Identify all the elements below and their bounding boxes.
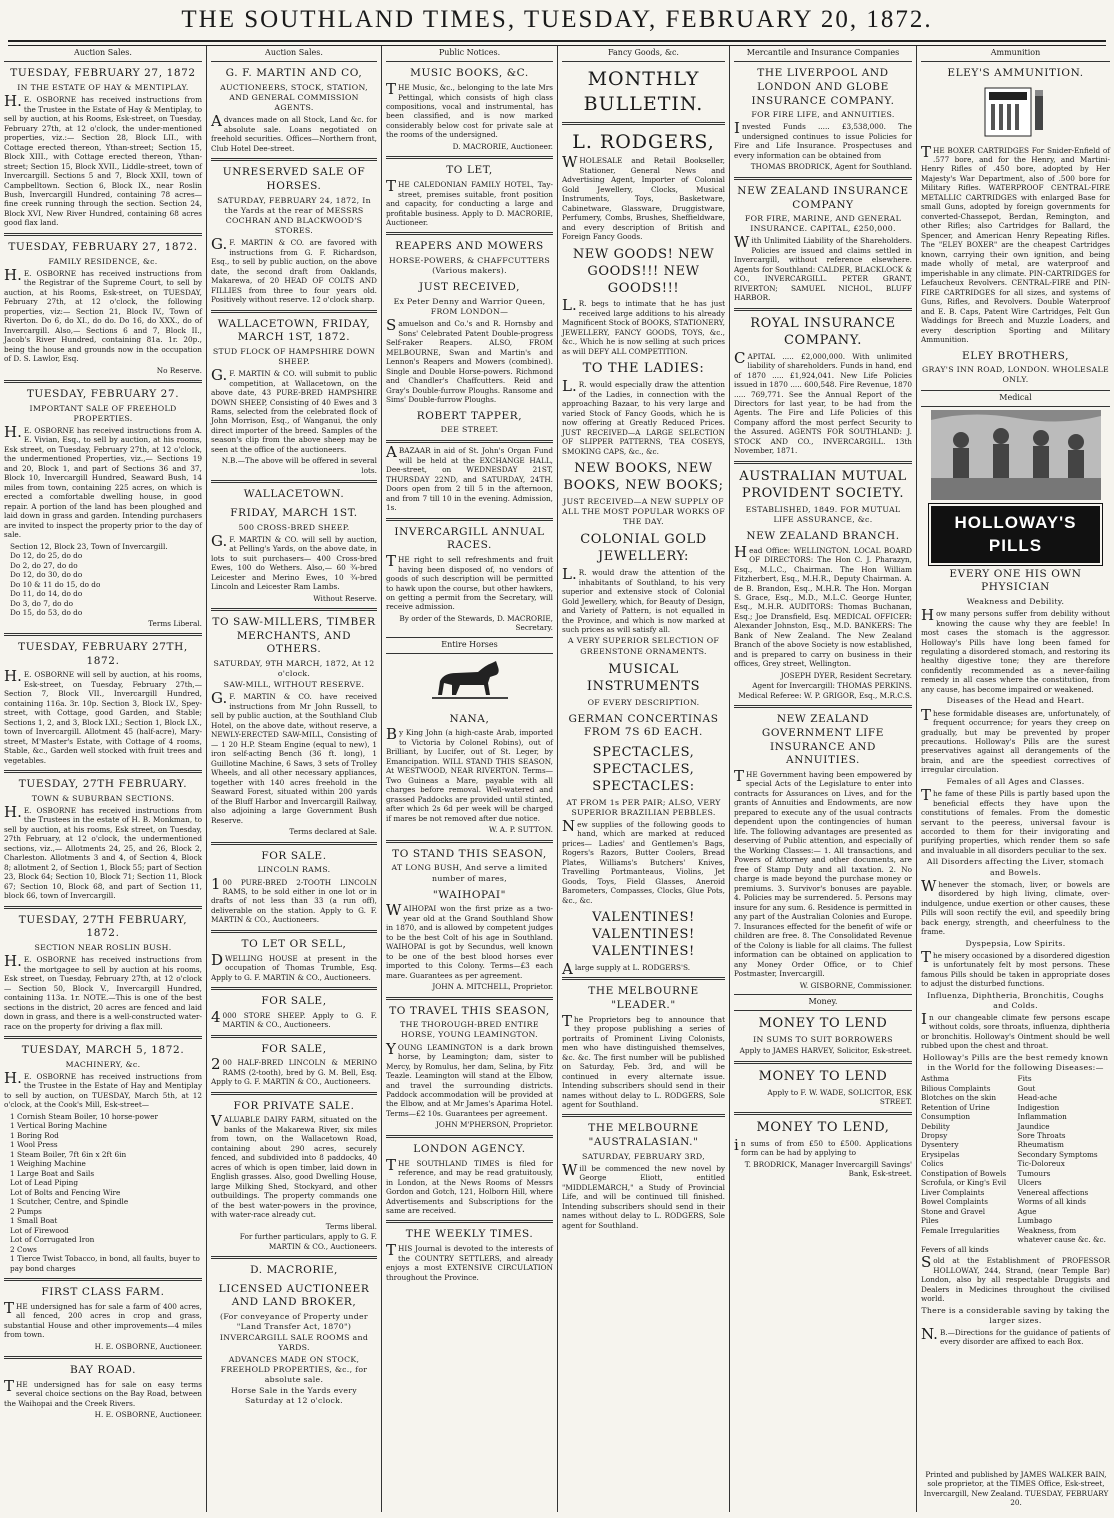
list-item: Lot of Lead Piping bbox=[10, 1178, 79, 1188]
list-item: Worms of all kinds bbox=[1017, 1197, 1086, 1207]
ad-subheading: AT LONG BUSH, And serve a limited number of mares, bbox=[391, 863, 548, 883]
ad-heading: TUESDAY, FEBRUARY 27, 1872. bbox=[8, 240, 198, 253]
list-item: Venereal affections bbox=[1017, 1187, 1089, 1197]
ad-body: Invested Funds ..... £3,538,000. The undersigned continues to issue Policies for Fire and Life Insurance. Prospectuses and every information can be obtained from bbox=[734, 119, 912, 160]
ad-heading: FIRST CLASS FARM. bbox=[41, 1286, 165, 1299]
item-list bbox=[4, 1112, 202, 1273]
ad-body: L.R. would especially draw the attention of the Ladies, in connection with the approaching Bazaar, to his very large and varied Stock of Fancy Goods, which he is now offering at Greatly Reduced Prices. JUST RECEIVED—A LARGE SELECTION OF SLIPPER PATTERNS, TEA COSEYS, SMOKING CAPS, &c., &c. bbox=[562, 377, 725, 456]
ad-heading: LONDON AGENCY. bbox=[413, 1142, 526, 1155]
newspaper-title: THE SOUTHLAND TIMES, TUESDAY, FEBRUARY 20, 1872. bbox=[181, 6, 933, 33]
list-item: Blotches on the skin bbox=[921, 1093, 997, 1103]
ad-heading-large: MONTHLY BULLETIN. bbox=[583, 68, 704, 116]
separator-rule bbox=[211, 158, 377, 161]
ad-heading-large: L. RODGERS, bbox=[572, 130, 715, 153]
separator-rule bbox=[562, 977, 725, 980]
separator-rule bbox=[386, 518, 553, 521]
ad-body: CAPITAL ..... £2,000,000. With unlimited liability of shareholders. Funds in hand, end of 1870 ..... £1,924,041. New Life Policies issued in 1870 ..... 600,548. Fire Revenue, 1870 ..... 769,771. See the Annual Report of the Directors for last year, to be had from the Agents. The Fire and Life Policies of this Company afford the most perfect Security to the Assured. AGENTS FOR SOUTHLAND: J. STOCK AND CO., INVERCARGILL. 13th November, 1871. bbox=[734, 348, 912, 456]
ad-subheading: Females of all Ages and Classes. bbox=[946, 776, 1085, 786]
ad-body: WHOLESALE and Retail Bookseller, Stationer, General News and Advertising Agent, Importer of Colonial Gold Jewellery, Clocks, Musical Instruments, Toys, Basketware, Cabinetware, Glassware, Druggistware, Perfumery, Combs, Brushes, Sheffieldware, and every description of British and Foreign Fancy Goods. bbox=[562, 153, 725, 242]
ad-signature: No Reserve. bbox=[156, 365, 202, 375]
list-item: Colics bbox=[921, 1159, 944, 1169]
ad-subheading: LINCOLN RAMS. bbox=[257, 865, 331, 875]
ad-subheading: DEE STREET. bbox=[440, 425, 499, 435]
ad-signature: JOSEPH DYER, Resident Secretary. bbox=[780, 670, 912, 680]
section-heading: Entire Horses bbox=[386, 637, 553, 654]
ad-heading: FRIDAY, MARCH 1ST. bbox=[230, 507, 358, 520]
ad-body: H.E. OSBORNE has received instructions from the Trustee in the Estate of Hay and Mentiplay to sell by auction, on TUESDAY, March 5th, at 12 o'clock, at the Cook's Mill, Esk-street— bbox=[4, 1068, 202, 1110]
ad-subheading: SATURDAY, 9TH MARCH, 1872, At 12 o'clock. bbox=[213, 659, 375, 679]
separator-rule bbox=[4, 1278, 202, 1281]
ad-body: WAIHOPAI won the first prize as a two-year old at the Grand Southland Show in 1870, and is allowed by competent judges to be the best Colt of his age in Southland. WAIHOPAI is got by Secundus, well known to be one of the best blood horses ever imported to this Colony. Terms—£3 each mare. Guarantees as per agreement. bbox=[386, 901, 553, 980]
list-item: Constipation of Bowels bbox=[921, 1168, 1007, 1178]
ad-body: How many persons suffer from debility without knowing the cause why they are feeble! In most cases the stomach is the aggressor. Holloway's Pills have long been famed for regulating a disordered stomach, and restoring its healthy digestive tone; they are therefore confidently recommended as a never-failing remedy in all cases where the constitution, from any cause, has become impaired or weakened. bbox=[921, 606, 1110, 694]
separator-rule bbox=[4, 1036, 202, 1039]
column-2 bbox=[206, 46, 381, 1512]
list-item: 1 Boring Rod bbox=[10, 1130, 59, 1140]
separator-rule bbox=[562, 122, 725, 125]
ad-body: New supplies of the following goods to hand, which are marked at reduced prices— Ladies' and Gentlemen's Bags, Rogers's Razors, Butter Coolers, Bread Plates, Williams's Butchers' Knives, Travelling Portmanteaus, Violins, Jet Goods, Toys, Field Glasses, Aneroid Barometers, Compasses, Clocks, Glue Pots, &c., &c. bbox=[562, 816, 725, 905]
ad-heading: TO LET OR SELL, bbox=[241, 937, 347, 950]
ad-heading: LICENSED AUCTIONEER AND LAND BROKER, bbox=[218, 1282, 370, 1309]
ad-signature: H. E. OSBORNE, Auctioneer. bbox=[94, 1410, 202, 1420]
separator-rule bbox=[211, 987, 377, 990]
ad-heading: FOR SALE, bbox=[261, 1042, 327, 1055]
separator-rule bbox=[4, 1356, 202, 1359]
separator-rule bbox=[734, 1112, 912, 1115]
ad-heading: TUESDAY, FEBRUARY 27TH, 1872. bbox=[18, 641, 188, 667]
ad-heading: NEW ZEALAND INSURANCE COMPANY bbox=[737, 184, 909, 211]
ad-body: THE BOXER CARTRIDGES For Snider-Enfield of .577 bore, and for the Henry, and Martini-Henry Rifles of .450 bore, adopted by Her Majesty's War Department, also of .500 bore for Military Rifles. WATERPROOF CENTRAL-FIRE METALLIC CARTRIDGES with enlarged Base for small Guns, adopted by foreign governments for converted-Chassepot, Berdan, Remington, and other Rifles; also Cartridges for Ballard, the Spencer, and American Henry Repeating Rifles. The "ELEY BOXER" are the cheapest Cartridges known, carrying their own ignition, and being made wholly of metal, are waterproof and imperishable in any climate. PIN-CARTRIDGES for Lefaucheux Revolvers. CENTRAL-FIRE and PIN-FIRE CARTRIDGES for all sizes, and systems of Guns, Rifles, and Revolvers. Double Waterproof and E. B. Caps, Patent Wire Cartridges, Felt Gun Waddings for Breech and Muzzle Loaders, and every description Sporting and Military Ammunition. bbox=[921, 142, 1110, 345]
ad-signature: Agent for Invercargill: THOMAS PERKINS. Medical Referee: W. P. GRIGOR, Esq., M.R.C.S. bbox=[738, 681, 912, 700]
ad-body: Sold at the Establishment of PROFESSOR HOLLOWAY, 244, Strand, (near Temple Bar) London, also by all respectable Druggists and Dealers in Medicines throughout the civilised world. bbox=[921, 1253, 1110, 1304]
ad-body: Samuelson and Co.'s and R. Hornsby and Sons' Celebrated Patent Double-progress Self-raker Reapers. ALSO, FROM MELBOURNE, Swan and Martin's and Lennon's Reapers and Mowers (combined). Single and Double Horse-powers. Richmond and Chandler's Chaffcutters. Reid and Gray's Double-furrow Ploughs. Ransome and Sims' Double-furrow Ploughs. bbox=[386, 316, 553, 405]
list-item: Tic-Doloreux bbox=[1017, 1159, 1065, 1169]
separator-rule bbox=[734, 177, 912, 180]
ad-heading: TUESDAY, 27TH FEBRUARY. bbox=[18, 778, 188, 791]
ad-heading: THE MELBOURNE "LEADER." bbox=[588, 985, 699, 1011]
list-item: Erysipelas bbox=[921, 1149, 960, 1159]
separator-rule bbox=[562, 1114, 725, 1117]
separator-rule bbox=[734, 1061, 912, 1064]
ad-heading: TO SAW-MILLERS, TIMBER MERCHANTS, AND OTHERS. bbox=[212, 616, 376, 656]
separator-rule bbox=[734, 461, 912, 464]
separator-rule bbox=[211, 1256, 377, 1259]
ad-heading: TUESDAY, MARCH 5, 1872. bbox=[21, 1044, 185, 1057]
ad-body: The misery occasioned by a disordered digestion is unfortunately felt by most persons. These famous Pills should be taken in appropriate doses to adjust the disturbed functions. bbox=[921, 947, 1110, 989]
ad-body: 200 HALF-BRED LINCOLN & MERINO RAMS (2-tooth), bred by G. M. Bell, Esq. Apply to G. F. MARTIN & CO., Auctioneers. bbox=[211, 1055, 377, 1087]
column-5 bbox=[729, 46, 916, 1512]
section-heading: Medical bbox=[921, 390, 1110, 407]
ad-subheading: A VERY SUPERIOR SELECTION OF GREENSTONE ORNAMENTS. bbox=[567, 636, 720, 656]
column-3 bbox=[381, 46, 557, 1512]
list-item: Weakness, from whatever cause &c. &c. bbox=[1017, 1225, 1106, 1245]
ad-signature: D. MACRORIE, Auctioneer. bbox=[452, 141, 553, 151]
ad-subheading: INVERCARGILL SALE ROOMS and YARDS. bbox=[219, 1333, 369, 1353]
ad-body: THE Government having been empowered by special Acts of the Legislature to enter into contracts for Assurances on Lives, and for the grants of Annuities and Endowments, are now prepared to execute any of the usual contracts dependent upon the contingencies of human life. The following advantages are presented as deserving of Public attention, and especially of the Working Classes:— 1. All transactions, and Powers of Attorney and other documents, are free of Stamp Duty and all taxation. 2. No charge is made beyond the purchase money or premiums. 3. Survivor's bonuses are payable. 4. Policies may be surrendered. 5. Persons may insure for any sum. 6. Residence is permitted in any part of the Australian Colonies and Europe. 7. Insurances effected for the benefit of wife or children are free. 8. The Consolidated Revenue of the Colony is liable for all claims. The fullest information can be obtained on application to any Money Order Office, or to Chief Postmaster, Invercargill. bbox=[734, 766, 912, 979]
list-item: Ulcers bbox=[1017, 1178, 1042, 1188]
ad-body: THE undersigned has for sale on easy terms several choice sections on the Bay Road, between the Waihopai and the Creek Rivers. bbox=[4, 1376, 202, 1408]
ad-body: L.R. would draw the attention of the inhabitants of Southland, to his very superior and extensive stock of Colonial Gold Jewellery, which, for Beauty of Design, and Variety of Pattern, is not equalled in the Province, and which is now marked at such prices as will satisfy all. bbox=[562, 565, 725, 634]
list-item: Rheumatism bbox=[1017, 1140, 1064, 1150]
ad-subheading: AUCTIONEERS, STOCK, STATION, AND GENERAL COMMISSION AGENTS. bbox=[220, 83, 368, 113]
separator-rule bbox=[386, 440, 553, 443]
list-item: 1 Wool Press bbox=[10, 1140, 58, 1150]
ad-heading: UNRESERVED SALE OF HORSES. bbox=[222, 166, 366, 192]
ad-body: THIS Journal is devoted to the interests of the COUNTRY SETTLERS, and already enjoys a most EXTENSIVE CIRCULATION throughout the Province. bbox=[386, 1241, 553, 1282]
ad-signature: By order of the Stewards, D. MACRORIE, Secretary. bbox=[399, 613, 553, 633]
ad-subheading: All Disorders affecting the Liver, stomach and Bowels. bbox=[926, 857, 1105, 877]
list-item: Tumours bbox=[1017, 1168, 1051, 1178]
ad-body: VALUABLE DAIRY FARM, situated on the banks of the Makarewa River, six miles from town, on the Wallacetown Road, containing about 290 acres, securely fenced, and subdivided into 8 paddocks, 40 acres of which is open timber, laid down in English grasses. Also, good Dwelling House, large Milking Shed, Stockyard, and other outbuildings. The property commands one of the best water-powers in the province, with water-race already cut. bbox=[211, 1112, 377, 1220]
ad-heading: FOR SALE, bbox=[261, 995, 327, 1008]
ad-body: THE Music, &c., belonging to the late Mrs Pettingal, which consists of high class compositions, vocal and instrumental, has been classified, and is now marked considerably below cost for private sale at the rooms of the undersigned. bbox=[386, 80, 553, 140]
horse-illustration bbox=[386, 657, 553, 707]
list-item: 1 Tierce Twist Tobacco, in bond, all faults, buyer to pay bond charges bbox=[10, 1254, 200, 1273]
list-item: Bilious Complaints bbox=[921, 1083, 991, 1093]
column-4 bbox=[557, 46, 729, 1512]
list-item: Do 12, do 25, do do bbox=[10, 551, 83, 561]
ad-body: Alarge supply at L. RODGERS'S. bbox=[562, 959, 691, 978]
ad-heading: BAY ROAD. bbox=[69, 1364, 137, 1377]
ad-body: Will be commenced the new novel by George Eliott, entitled "MIDDLEMARCH," a Study of Provincial Life, and will be continued till finished. Intending subscribers should send in their names without delay to L. RODGERS, Sole agent for Southland. bbox=[562, 1160, 725, 1230]
ad-body: H.E. OSBORNE will sell by auction, at his rooms, Esk-street, on Tuesday, February 27th,— Section 7, Block VII., Invercargill Hundred, containing 116a. 3r. 10p. Section 3, Block LV., Spey-street, with Cottage, good Garden, and Stable; Sections 1, 2, and 3, Block LXI.; Section 1, Block LX., town of Invercargill. Allotment 45 (half-acre), Mary-street, M'Master's Estate, with Cottage of 4 rooms, Stable, &c., Garden well stocked with fruit trees and vegetables. bbox=[4, 667, 202, 765]
list-item: Lot of Corrugated Iron bbox=[10, 1235, 95, 1245]
engraving-illustration bbox=[921, 410, 1110, 502]
ad-subheading: FOR FIRE, MARINE, AND GENERAL INSURANCE. CAPITAL, £250,000. bbox=[744, 214, 902, 234]
separator-rule bbox=[211, 842, 377, 845]
ad-body: H.E. OSBORNE has received instructions from the Trustees in the estate of H. B. Monkman, to sell by auction, at his rooms, Esk street, on Tuesday, 27th February, at 12 o'clock, the undermentioned sections, viz.,— Allotments 24, 25, and 26, Block 2, Charleston. Allotments 3 and 4, of Section 4, Block 8; allotment 2, of Section 1, Block 55; part of Section 23, Block 64; Section 10, Block 71; Section 11, Block 67; Section 10, Block 68, and part of Section 11, block 66, town of Invercargill. bbox=[4, 802, 202, 901]
ad-heading: TO STAND THIS SEASON, bbox=[392, 847, 547, 860]
ad-heading: THE WEEKLY TIMES. bbox=[405, 1228, 534, 1241]
ad-body: 4000 STORE SHEEP. Apply to G. F. MARTIN & CO., Auctioneers. bbox=[211, 1007, 377, 1030]
list-item: Secondary Symptoms bbox=[1017, 1149, 1098, 1159]
ad-body: G.F. MARTIN & CO. have received instructions from Mr John Russell, to sell by public auction, at the Southland Club Hotel, on the above date, without reserve, a NEWLY-ERECTED SAW-MILL, Consisting of— 1 20 H.P. Steam Engine (equal to new), 1 iron self-acting Bench (36 ft. long), 1 Guillotine Machine, 6 Saws, 3 sets of Trolley Wheels, and all other necessary appliances, together with 140 acres freehold in the Seaward Forest, situated within 200 yards of the Bluff Harbor and Invercargill Railway, also adjoining a large Government Bush Reserve. bbox=[211, 689, 377, 825]
ad-signature: For further particulars, apply to G. F. MARTIN & CO., Auctioneers. bbox=[239, 1232, 377, 1251]
ad-signature: Terms declared at Sale. bbox=[289, 827, 377, 837]
list-item: Consumption bbox=[921, 1112, 971, 1122]
ad-subheading: IN THE ESTATE OF HAY & MENTIPLAY. bbox=[17, 83, 189, 93]
separator-rule bbox=[386, 232, 553, 235]
separator-rule bbox=[386, 1220, 553, 1223]
ad-heading: TUESDAY, 27TH FEBRUARY, 1872. bbox=[18, 913, 188, 940]
list-item: Inflammation bbox=[1017, 1112, 1067, 1122]
list-item: Do 15, do 53, do do bbox=[10, 608, 83, 618]
section-heading: Money. bbox=[734, 994, 912, 1011]
ad-heading: THE MELBOURNE "AUSTRALASIAN." bbox=[588, 1122, 699, 1149]
ad-body: YOUNG LEAMINGTON is a dark brown horse, by Leamington; dam, sister to Mercy, by Romulus, her dam, Selina, by Fitz Teazle. Leamington will stand at the Elbow, and travel the surrounding districts. Paddock accommodation will be provided at the Elbow, and at Mr James's Aparima Hotel. Terms—£2 10s. Guarantees per agreement. bbox=[386, 1039, 553, 1118]
ad-heading: NEW ZEALAND GOVERNMENT LIFE INSURANCE AND ANNUITIES. bbox=[761, 713, 885, 767]
ad-heading: EVERY ONE HIS OWN PHYSICIAN bbox=[949, 567, 1082, 594]
list-item: 1 Large Boat and Sails bbox=[10, 1168, 95, 1178]
ad-body: L.R. begs to intimate that he has just received large additions to his already Magnificent Stock of BOOKS, STATIONERY, JEWELLERY, FANCY GOODS, TOYS, &c., &c., Which he is now selling at such prices as will DEFY ALL COMPETITION. bbox=[562, 296, 725, 356]
ad-subheading: MACHINERY, &c. bbox=[65, 1059, 141, 1069]
separator-rule bbox=[211, 930, 377, 933]
ad-heading: NEW BOOKS, NEW BOOKS, NEW BOOKS; bbox=[563, 461, 724, 494]
ad-subheading: Dyspepsia, Low Spirits. bbox=[965, 938, 1066, 948]
column-heading: Auction Sales. bbox=[4, 46, 202, 62]
list-item: Dropsy bbox=[921, 1131, 948, 1140]
ad-signature: T. BRODRICK, Manager Invercargill Savings' Bank, Esk-street. bbox=[744, 1159, 912, 1179]
ad-signature: W. GISBORNE, Commissioner. bbox=[799, 980, 912, 990]
ad-body: With Unlimited Liability of the Shareholders. Policies are issued and claims settled in Invercargill, without reference elsewhere. Agents for Southland: CALDER, BLACKLOCK & CO., INVERCARGILL. PETER GRANT, RIVERTON; SAMUEL NICHOL, BLUFF HARBOR. bbox=[734, 233, 912, 303]
ad-subheading: IMPORTANT SALE OF FREEHOLD PROPERTIES. bbox=[29, 403, 177, 423]
ad-heading: G. F. MARTIN AND CO, bbox=[225, 67, 363, 80]
ad-heading: GERMAN CONCERTINAS FROM 7S 6D EACH. bbox=[568, 712, 719, 739]
ad-heading: FOR PRIVATE SALE. bbox=[233, 1099, 355, 1112]
ad-signature: THOMAS BRODRICK, Agent for Southland. bbox=[750, 162, 912, 172]
separator-rule bbox=[386, 1135, 553, 1138]
separator-rule bbox=[211, 1035, 377, 1038]
list-item: Fevers of all kinds bbox=[921, 1244, 989, 1254]
ad-signature: W. A. P. SUTTON. bbox=[488, 825, 553, 835]
item-list bbox=[4, 542, 202, 618]
ad-heading: NEW GOODS! NEW GOODS!!! NEW GOODS!!! bbox=[572, 246, 715, 296]
list-item: Fits bbox=[1017, 1074, 1032, 1084]
ad-body: THE CALEDONIAN FAMILY HOTEL, Tay-street, premises suitable, front position and capacity, for conducting a large and profitable business. Apply to D. MACRORIE, Auctioneer. bbox=[386, 177, 553, 227]
list-item: Lumbago bbox=[1017, 1216, 1053, 1226]
ad-subheading: FOR FIRE LIFE, and ANNUITIES. bbox=[751, 110, 895, 120]
holloways-pills-banner: HOLLOWAY'S PILLS bbox=[931, 506, 1100, 562]
ad-body: in sums of from £50 to £500. Applications form can be had by applying to bbox=[734, 1135, 912, 1158]
ad-heading: WALLACETOWN. bbox=[243, 488, 345, 501]
list-item: Stone and Gravel bbox=[921, 1206, 986, 1216]
ad-body: THE right to sell refreshments and fruit having been disposed of, no vendors of goods of such description will be permitted to hawk upon the course, but other hawkers, on getting a permit from the Secretary, will receive admission. bbox=[386, 552, 553, 612]
separator-rule bbox=[211, 310, 377, 313]
ad-body: ABAZAAR in aid of St. John's Organ Fund will be held at the EXCHANGE HALL, Dee-street, on WEDNESDAY 21ST, THURSDAY 22ND, and SATURDAY, 24TH. Doors open from 2 till 5 in the afternoon, and from 7 till 10 in the evening. Admission, 1s. bbox=[386, 443, 553, 513]
ad-subheading: SAW-MILL, WITHOUT RESERVE. bbox=[223, 680, 365, 690]
ad-heading: JUST RECEIVED, bbox=[418, 281, 521, 294]
separator-rule bbox=[386, 156, 553, 159]
ad-heading: SPECTACLES, SPECTACLES, SPECTACLES: bbox=[592, 744, 695, 794]
ad-subheading: OF EVERY DESCRIPTION. bbox=[587, 697, 700, 707]
ad-body: G.F. MARTIN & CO. will sell by auction, at Pelling's Yards, on the above date, in lots to suit purchasers— 400 Cross-bred Ewes, 100 do Wethers. Also,— 60 ¾-bred Leicester and Merino Ewes, 10 ¾-bred Lincoln and Leicester Ram Lambs. bbox=[211, 531, 377, 592]
ad-body: By King John (a high-caste Arab, imported to Victoria by Colonel Robins), out of Brilliant, by Lucifer, out of St. Leger, by Emancipation. WILL STAND THIS SEASON, At WESTWOOD, NEAR RIVERTON. Terms—Two Guineas a Mare, payable with all charges before removal. Well-watered and grassed Paddocks are provided until stinted, after which 2s 6d per week will be charged if mares be not removed after due notice. bbox=[386, 725, 553, 823]
ad-subheading: THE THOROUGH-BRED ENTIRE HORSE, YOUNG LEAMINGTON. bbox=[400, 1020, 539, 1040]
ad-heading: TUESDAY, FEBRUARY 27. bbox=[26, 388, 180, 401]
list-item: Retention of Urine bbox=[921, 1102, 990, 1112]
ad-subheading: AT FROM 1s PER PAIR; ALSO, VERY SUPERIOR BRAZILIAN PEBBLES. bbox=[566, 797, 721, 817]
list-item: Ague bbox=[1017, 1206, 1037, 1216]
ad-subheading: HORSE-POWERS, & CHAFFCUTTERS (Various makers). bbox=[388, 256, 551, 276]
ad-signature: Terms Liberal. bbox=[148, 618, 202, 628]
column-heading: Mercantile and Insurance Companies bbox=[734, 46, 912, 62]
ad-subheading: SATURDAY, FEBRUARY 3RD, bbox=[582, 1151, 705, 1161]
separator-rule bbox=[4, 233, 202, 236]
list-item: Lot of Bolts and Fencing Wire bbox=[10, 1187, 121, 1197]
ad-signature: JOHN M'PHERSON, Proprietor. bbox=[435, 1120, 553, 1130]
list-item: Do 10 & 11 do 15, do do bbox=[10, 579, 101, 589]
ad-heading: TO TRAVEL THIS SEASON, bbox=[389, 1004, 550, 1017]
ad-body: H.E. OSBORNE has received instructions from the Registrar of the Supreme Court, to sell by auction, at his Rooms, Esk-street, on TUESDAY, February 27th, at 12 o'clock, the following properties, viz:— Section 21, Block IV., Town of Riverton. Do 6, do XI., do do. Do 16, do XXX., do of Invercargill. Also,— Sections 6 and 7, Block II., Jacob's River Hundred, containing 81a. 1r. 20p., being the house and grounds now in the occupation of D. S. Lawlor, Esq. bbox=[4, 265, 202, 364]
ad-signature: H. E. OSBORNE, Auctioneer. bbox=[94, 1341, 202, 1351]
separator-rule bbox=[211, 480, 377, 483]
list-item: Do 2, do 27, do do bbox=[10, 560, 78, 570]
ad-heading: REAPERS AND MOWERS bbox=[395, 240, 544, 253]
ad-subheading: Weakness and Debility. bbox=[966, 596, 1065, 606]
list-item: Sore Throats bbox=[1017, 1131, 1066, 1140]
list-item: Asthma bbox=[921, 1074, 949, 1084]
ad-heading: AUSTRALIAN MUTUAL PROVIDENT SOCIETY. bbox=[739, 468, 907, 501]
ad-subheading: 500 CROSS-BRED SHEEP. bbox=[238, 522, 350, 532]
separator-rule bbox=[734, 308, 912, 311]
ad-heading: MUSIC BOOKS, &C. bbox=[410, 67, 529, 80]
ad-subheading: FAMILY RESIDENCE, &c. bbox=[48, 256, 158, 266]
ad-heading: INVERCARGILL ANNUAL RACES. bbox=[394, 525, 545, 552]
ad-heading: ELEY BROTHERS, bbox=[961, 349, 1070, 362]
ad-body: The Proprietors beg to announce that they propose publishing a series of portraits of Prominent Living Colonists, men who have distinguished themselves, &c. &c. The first number will be published on Saturday, Feb. 3rd, and will be continued in every alternate issue. Intending subscribers should send in their names without delay to L. RODGERS, Sole agent for Southland. bbox=[562, 1011, 725, 1109]
column-heading: Auction Sales. bbox=[211, 46, 377, 62]
cartridge-box-illustration bbox=[921, 84, 1110, 142]
ad-heading: "WAIHOPAI" bbox=[432, 888, 507, 901]
ad-heading: MONEY TO LEND bbox=[758, 1068, 888, 1084]
ad-heading: NEW ZEALAND BRANCH. bbox=[746, 529, 900, 542]
separator-rule bbox=[211, 608, 377, 611]
list-item: Jaundice bbox=[1017, 1121, 1050, 1131]
list-item: 1 Scutcher, Centre, and Spindle bbox=[10, 1197, 129, 1207]
list-item: Liver Complaints bbox=[921, 1187, 985, 1197]
list-item: 2 Pumps bbox=[10, 1206, 42, 1216]
ad-heading: WALLACETOWN, FRIDAY, MARCH 1ST, 1872. bbox=[217, 317, 371, 344]
ad-body: Whenever the stomach, liver, or bowels are disordered by high living, climate, over-indulgence, undue exertion or other causes, these Pills will soon rectify the evil, and speedily bring back energy, strength, and cheerfulness to the frame. bbox=[921, 876, 1110, 937]
ad-signature: Apply to JAMES HARVEY, Solicitor, Esk-street. bbox=[739, 1046, 912, 1056]
imprint: Printed and published by JAMES WALKER BAIN, sole proprietor, at the TIMES Office, Esk-street, Invercargill, New Zealand. TUESDAY, FEBRUARY 20. bbox=[923, 1470, 1109, 1508]
ad-heading: FOR SALE. bbox=[261, 849, 327, 862]
ad-subheading: TOWN & SUBURBAN SECTIONS. bbox=[31, 793, 175, 803]
separator-rule bbox=[211, 1092, 377, 1095]
list-item: Bowel Complaints bbox=[921, 1197, 988, 1207]
list-item: 1 Vertical Boring Machine bbox=[10, 1121, 107, 1131]
ad-body: The fame of these Pills is partly based upon the beneficial effects they have upon the constitutions of females. From the domestic servant to the peeress, universal favour is accorded to them for their invigorating and purifying properties, which render them so safe and invaluable in all disorders peculiar to the sex. bbox=[921, 786, 1110, 855]
ad-heading: ELEY'S AMMUNITION. bbox=[947, 67, 1084, 80]
ad-body: H.E. OSBORNE has received instructions from the mortgagee to sell by auction at his rooms, Esk street, on Tuesday, February 27th, at 12 o'clock— Section 50, Block V., Invercargill Hundred, containing 113a. 1r. NOTE.—This is one of the best sections in the district, 20 acres are fenced and laid down in grass, and there is a well-constructed water-race on the property for driving a flax mill. bbox=[4, 952, 202, 1031]
ad-body: THE undersigned has for sale a farm of 400 acres, all fenced, 200 acres in crop and grass, substantial House and other improvements—4 miles from town. bbox=[4, 1298, 202, 1340]
ad-body: Head Office: WELLINGTON. LOCAL BOARD OF DIRECTORS: The Hon C. J. Pharazyn, Esq., M.L.C., Chairman. The Hon William Fitzherbert, Esq., M.H.R., Deputy Chairman. A. de B. Brandon, Esq., M.H.R. The Hon. Morgan S. Grace, Esq., M.D., M.L.C. George Hunter, Esq., M.H.R. AUDITORS: Thomas Buchanan, Esq.; Joe Dransfield, Esq. MEDICAL OFFICER: Alexander Johnston, Esq., M.D. BANKERS: The Bank of New Zealand. The New Zealand Branch of the above Society is now established, and is prepared to carry on business in their offices, Grey street, Wellington. bbox=[734, 542, 912, 669]
column-6 bbox=[916, 46, 1114, 1512]
ad-subheading: ADVANCES MADE ON STOCK, FREEHOLD PROPERTIES, &c., for absolute sale. bbox=[220, 1354, 368, 1384]
ad-subheading: SATURDAY, FEBRUARY 24, 1872, In the Yards at the rear of MESSRS COCHRAN AND BLACKWOOD'S STORES. bbox=[217, 195, 371, 235]
ad-body: These formidable diseases are, unfortunately, of frequent occurrence; for years they creep on gradually, but may be prevented by proper precautions. Holloway's Pills are the surest preservatives against all derangements of the brain, and are the speediest correctives of irregular circulation. bbox=[921, 705, 1110, 775]
ad-heading: MONEY TO LEND, bbox=[756, 1119, 890, 1135]
ad-body: G.F. MARTIN & CO. will submit to public competition, at Wallacetown, on the above date, 43 PURE-BRED HAMPSHIRE DOWN SHEEP, Consisting of 40 Ewes and 3 Rams, selected from the celebrated flock of John Morrison, Esq., of Wanganui, the only direct importer of the breed. Samples of the season's clip from the above sheep may be seen at the office of the auctioneers. bbox=[211, 366, 377, 454]
list-item: Lot of Firewood bbox=[10, 1225, 69, 1235]
ad-subheading: ESTABLISHED, 1849. FOR MUTUAL LIFE ASSURANCE, &c. bbox=[745, 504, 901, 524]
column-heading: Public Notices. bbox=[386, 46, 553, 62]
list-item: Dysentery bbox=[921, 1140, 959, 1150]
ad-heading: D. MACRORIE, bbox=[250, 1264, 338, 1277]
list-item: Female Irregularities bbox=[921, 1225, 1000, 1235]
list-item: 1 Weighing Machine bbox=[10, 1159, 86, 1169]
ad-subheading: STUD FLOCK OF HAMPSHIRE DOWN SHEEP. bbox=[212, 346, 376, 366]
ad-subheading: Influenza, Diphtheria, Bronchitis, Coughs and Colds. bbox=[927, 990, 1104, 1010]
column-heading: Ammunition bbox=[921, 46, 1110, 62]
ad-subheading: Holloway's Pills are the best remedy known in the World for the following Diseases:— bbox=[922, 1052, 1109, 1072]
list-item: 1 Cornish Steam Boiler, 10 horse-power bbox=[10, 1111, 158, 1121]
ad-signature: Without Reserve. bbox=[313, 593, 377, 603]
list-item: Do 12, do 30, do do bbox=[10, 570, 83, 580]
ad-heading: VALENTINES! VALENTINES! VALENTINES! bbox=[592, 910, 695, 959]
ad-signature: N.B.—The above will be offered in several lots. bbox=[221, 456, 377, 475]
ad-subheading: Horse Sale in the Yards every Saturday at 12 o'clock. bbox=[231, 1385, 357, 1406]
ad-body: DWELLING HOUSE at present in the occupation of Thomas Trumble, Esq. Apply to G. F. MARTIN & CO., Auctioneers. bbox=[211, 950, 377, 982]
list-item: 1 Steam Boiler, 7ft 6in x 2ft 6in bbox=[10, 1149, 127, 1159]
list-item bbox=[1018, 1245, 1111, 1254]
ad-signature: Terms liberal. bbox=[325, 1221, 377, 1231]
list-item: Scrofula, or King's Evil bbox=[921, 1178, 1007, 1188]
separator-rule bbox=[4, 770, 202, 773]
ad-body: Advances made on all Stock, Land &c. for absolute sale. Loans negotiated on freehold securities. Offices—Northern front, Club Hotel Dee-street. bbox=[211, 112, 377, 153]
disease-list bbox=[921, 1074, 1110, 1254]
separator-rule bbox=[386, 840, 553, 843]
ad-subheading: Diseases of the Head and Heart. bbox=[946, 696, 1085, 706]
list-item: Do 11, do 14, do do bbox=[10, 589, 83, 599]
ad-subheading: There is a considerable saving by taking the larger sizes. bbox=[921, 1305, 1110, 1325]
column-1 bbox=[0, 46, 206, 1512]
ad-heading: ROBERT TAPPER, bbox=[416, 409, 523, 422]
ad-heading: COLONIAL GOLD JEWELLERY: bbox=[580, 532, 707, 565]
ad-subheading: Ex Peter Denny and Warrior Queen, FROM LONDON— bbox=[393, 297, 546, 317]
ad-signature: JOHN A. MITCHELL, Proprietor. bbox=[432, 982, 553, 992]
list-item: Piles bbox=[921, 1216, 939, 1226]
ad-signature: Apply to F. W. WADE, SOLICITOR, ESK STREET. bbox=[767, 1087, 912, 1107]
ad-body: In our changeable climate few persons escape without colds, sore throats, influenza, diphtheria or bronchitis. Holloway's Ointment should be well rubbed upon the chest and throat. bbox=[921, 1009, 1110, 1051]
separator-rule bbox=[4, 633, 202, 636]
column-heading: Fancy Goods, &c. bbox=[562, 46, 725, 62]
ad-heading: TO THE LADIES: bbox=[582, 361, 705, 377]
list-item: Head-ache bbox=[1017, 1093, 1058, 1103]
list-item: Debility bbox=[921, 1121, 950, 1131]
list-item: 2 Cows bbox=[10, 1244, 37, 1254]
ad-body: G.F. MARTIN & CO. are favored with instructions from G. F. Richardson, Esq., to sell by public auction, on the above date, the second draft from Oaklands, Makarewa, of 20 HEAD OF COLTS AND FILLIES from three to four years old. Positively without reserve. 12 o'clock sharp. bbox=[211, 235, 377, 305]
ad-body: H.E. OSBORNE has received instructions from the Trustee in the Estate of Hay & Mentiplay, to sell by auction, at his Rooms, Esk-street, on Tuesday, February 27th, at 12 o'clock, the under-mentioned properties, viz.:— Section 28, Block LII., with Cottage erected thereon, Ythan-street; Section 15, Block XIII., with Cottage erected thereon, Ythan-street; Section 15, Block XVII., Liddle-street, town of Invercargill. Sections 5 and 7, Block XXII, town of Campbelltown. Section 6, Block IX., near Roslin Bush, Invercargill Hundred, containing 78 acres—fine creek running through the section. Section 24, Block XVI, New River Hundred, containing 68 acres good flax land. bbox=[4, 92, 202, 228]
ad-heading: MUSICAL INSTRUMENTS bbox=[586, 661, 701, 694]
ad-body: N.B.—Directions for the guidance of patients of every disorder are affixed to each Box. bbox=[921, 1324, 1110, 1347]
ad-subheading: IN SUMS TO SUIT BORROWERS bbox=[753, 1035, 893, 1045]
separator-rule bbox=[386, 997, 553, 1000]
list-item: Do 3, do 7, do do bbox=[10, 598, 73, 608]
ad-subheading: SECTION NEAR ROSLIN BUSH. bbox=[34, 943, 172, 953]
ad-heading: NANA, bbox=[449, 712, 490, 725]
separator-rule bbox=[4, 380, 202, 383]
ad-body: 100 PURE-BRED 2-TOOTH LINCOLN RAMS, to be sold either in one lot or in drafts of not less than 33 (a run off), deliverable on the station. Apply to G. F. MARTIN & CO., Auctioneers. bbox=[211, 874, 377, 925]
ad-subheading: GRAY'S INN ROAD, LONDON. WHOLESALE ONLY. bbox=[922, 365, 1109, 385]
ad-heading: TO LET, bbox=[446, 164, 493, 177]
ad-heading: TUESDAY, FEBRUARY 27, 1872 bbox=[10, 67, 196, 80]
list-item: 1 Small Boat bbox=[10, 1216, 58, 1226]
ad-body: THE SOUTHLAND TIMES is filed for reference, and may be read gratuitously, in London, at the News Rooms of Messrs Gordon and Gotch, 121, Holborn Hill, where Advertisements and Subscriptions for the same are received. bbox=[386, 1155, 553, 1215]
separator-rule bbox=[734, 705, 912, 708]
ad-subheading: (For conveyance of Property under "Land Transfer Act, 1870") bbox=[220, 1312, 368, 1332]
ad-body: H.E. OSBORNE has received instructions from A. E. Vivian, Esq., to sell by auction, at his rooms, Esk street, on Tuesday, February 27th, at 12 o'clock, the undermentioned Properties, viz.,— Sections 19 and 20, Block 1, and part of Sections 36 and 37, Block 10, Invercargill Hundred, Seaward Bush, 14 miles from town, containing 225 acres, on which is erected a comfortable dwelling house, in good repair. A portion of the land has been ploughed and laid down in grass and garden. Intending purchasers are invited to inspect the property prior to the day of sale. bbox=[4, 422, 202, 540]
list-item: Indigestion bbox=[1017, 1102, 1060, 1112]
ad-heading: THE LIVERPOOL AND LONDON AND GLOBE INSURANCE COMPANY. bbox=[751, 67, 895, 107]
ad-subheading: JUST RECEIVED—A NEW SUPPLY OF ALL THE MOST POPULAR WORKS OF THE DAY. bbox=[562, 496, 725, 527]
masthead bbox=[0, 0, 1114, 46]
ad-heading: ROYAL INSURANCE COMPANY. bbox=[750, 315, 896, 348]
list-item: Gout bbox=[1017, 1083, 1036, 1093]
separator-rule bbox=[4, 906, 202, 909]
list-item: Section 12, Block 23, Town of Invercargill. bbox=[10, 541, 168, 551]
ad-heading: MONEY TO LEND bbox=[758, 1016, 888, 1032]
